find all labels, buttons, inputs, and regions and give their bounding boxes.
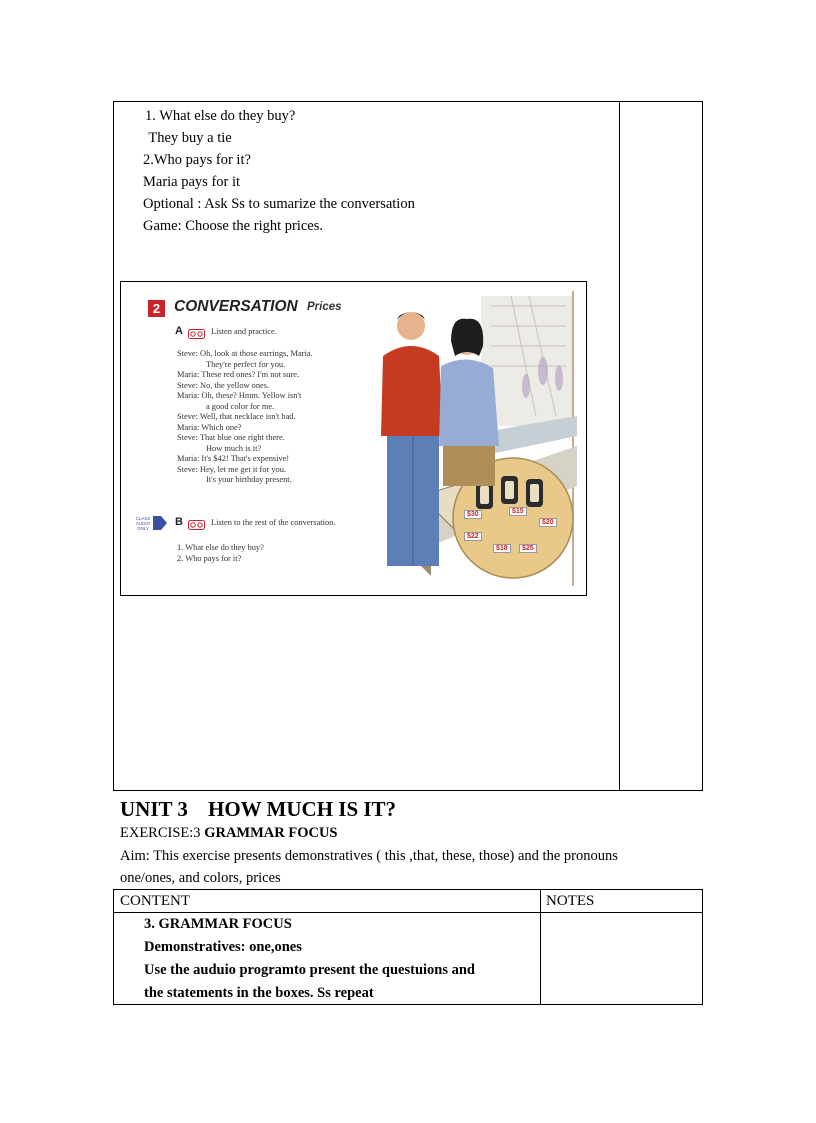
- table-header-divider: [113, 912, 703, 913]
- dialogue-line: Maria: Oh, these? Hmm. Yellow isn't: [177, 391, 302, 400]
- unit-heading: [120, 797, 396, 822]
- dialogue-line: Maria: Which one?: [177, 422, 242, 432]
- dialogue-line: Steve: Well, that necklace isn't bad.: [177, 412, 296, 421]
- class-audio-badge: [131, 514, 168, 532]
- exercise-prefix: EXERCISE:3: [120, 825, 205, 841]
- audio-icon: [188, 517, 205, 527]
- dialogue-line: Steve: Oh, look at those earrings, Maria.: [177, 349, 313, 358]
- content-line: the statements in the boxes. Ss repeat: [144, 985, 374, 1001]
- figure-title: CONVERSATION: [174, 298, 298, 315]
- audio-icon: [188, 326, 205, 336]
- content-line: Demonstratives: one,ones: [144, 939, 302, 955]
- dialogue-line: Steve: Hey, let me get it for you.: [177, 464, 287, 474]
- aim-text-continued: one/ones, and colors, prices: [120, 870, 281, 886]
- table-column-divider: [540, 889, 541, 1005]
- price-tag: $15: [509, 507, 527, 516]
- dialogue-line: Maria: It's $42! That's expensive!: [177, 454, 290, 463]
- dialogue-line: Maria: These red ones? I'm not sure.: [177, 370, 300, 379]
- conversation-figure: [120, 281, 587, 596]
- section-heading: 3. GRAMMAR FOCUS: [144, 916, 292, 932]
- class-audio-label: CLASS AUDIO ONLY: [135, 516, 151, 531]
- part-b-question: 1. What else do they buy?: [177, 543, 264, 552]
- answer-1: They buy a tie: [145, 130, 232, 146]
- answer-2: Maria pays for it: [143, 174, 241, 190]
- dialogue-line: They're perfect for you.: [206, 359, 286, 369]
- price-tag: $30: [464, 510, 482, 519]
- question-1: 1. What else do they buy?: [145, 108, 296, 124]
- part-b-question: 2. Who pays for it?: [177, 553, 242, 563]
- section-number-badge: 2: [148, 300, 165, 317]
- part-a-letter: A: [175, 325, 183, 337]
- part-b-instruction: Listen to the rest of the conversation.: [211, 518, 336, 527]
- dialogue-line: Steve: No, the yellow ones.: [177, 380, 270, 390]
- price-tag: $25: [519, 544, 537, 553]
- price-tag: $22: [464, 532, 482, 541]
- column-header-notes: NOTES: [546, 893, 595, 909]
- optional-activity: Optional : Ask Ss to sumarize the conversation: [143, 196, 415, 212]
- part-a-instruction: Listen and practice.: [211, 327, 277, 336]
- figure-subtitle: Prices: [307, 301, 342, 313]
- question-2: 2.Who pays for it?: [143, 152, 251, 168]
- part-b-letter: B: [175, 516, 183, 528]
- unit-title: HOW MUCH IS IT?: [208, 797, 397, 821]
- aim-text: Aim: This exercise presents demonstratives ( this ,that, these, those) and the pronouns: [120, 848, 618, 864]
- dialogue-line: Steve: That blue one right there.: [177, 433, 285, 442]
- game-activity: Game: Choose the right prices.: [143, 218, 323, 234]
- upper-table-divider: [619, 101, 620, 791]
- column-header-content: CONTENT: [120, 893, 190, 909]
- shopping-illustration: [361, 286, 577, 592]
- unit-number: UNIT 3: [120, 797, 188, 821]
- dialogue-line: It's your birthday present.: [206, 475, 292, 484]
- price-tag: $18: [493, 544, 511, 553]
- price-tag: $20: [539, 518, 557, 527]
- exercise-name: GRAMMAR FOCUS: [204, 825, 338, 841]
- dialogue-line: How much is it?: [206, 443, 262, 453]
- dialogue-line: a good color for me.: [206, 401, 275, 411]
- exercise-line: [120, 825, 338, 842]
- content-line: Use the auduio programto present the questuions and: [144, 962, 475, 978]
